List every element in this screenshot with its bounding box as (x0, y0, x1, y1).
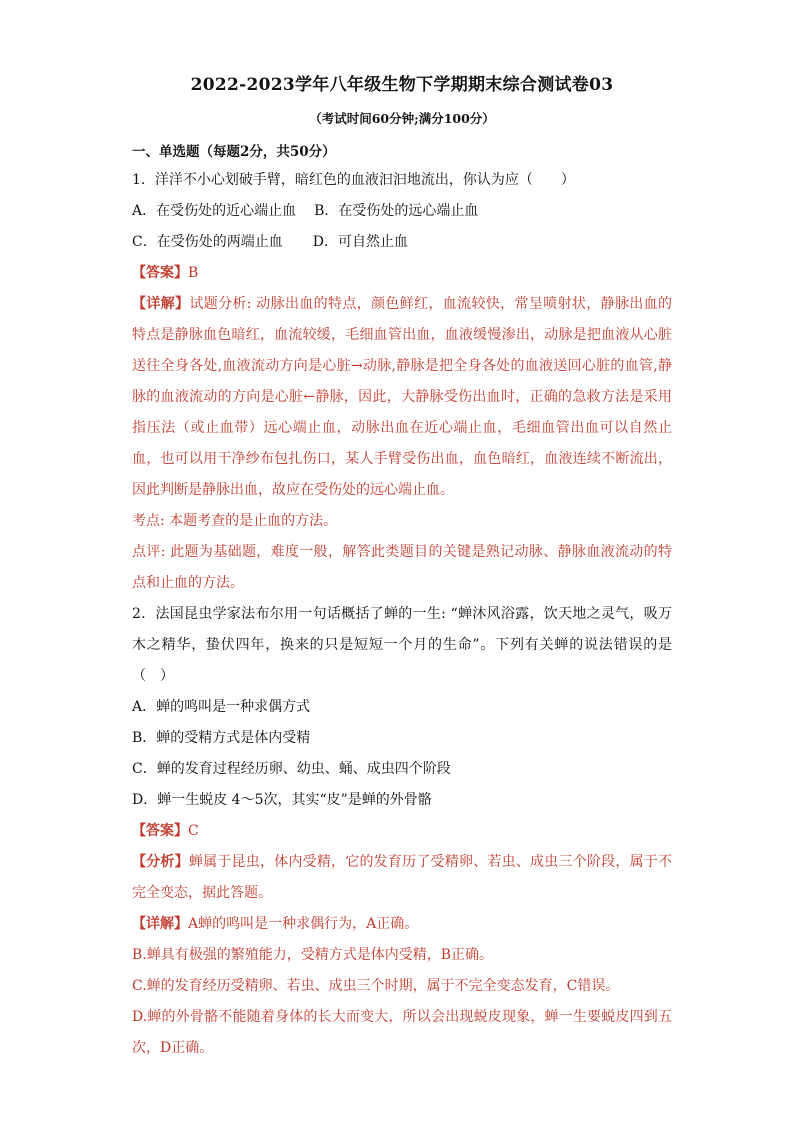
answer-tag: 【答案】 (132, 265, 188, 281)
page-title: 2022-2023学年八年级生物下学期期末综合测试卷03 (190, 75, 614, 95)
option-b: B．在受伤处的远心端止血 (314, 203, 479, 219)
exam-info: （考试时间60分钟;满分100分） (309, 111, 495, 126)
option-a: A．在受伤处的近心端止血 (132, 203, 297, 219)
question-stem: 2．法国昆虫学家法布尔用一句话概括了蝉的一生: “蝉沐风浴露，饮天地之灵气，吸万木之精华，蛰伏四年，换来的只是短短一个月的生命”。下列有关蝉的说法错误的是（ ） (132, 606, 672, 684)
option-row (132, 227, 672, 258)
detail-c: C.蝉的发育经历受精卵、若虫、成虫三个时期，属于不完全变态发育，C错误。 (132, 978, 620, 994)
detail-text: 试题分析: 动脉出血的特点，颜色鲜红，血流较快，常呈喷射状，静脉出血的特点是静脉血色暗红，血流较缓，毛细血管出血，血液缓慢渗出，动脉是把血液从心脏送往全身各处,血液流动方向是心脏→动脉,静脉是把全身各处的血液送回心脏的血管,静脉的血液流动的方向是心脏←静脉，因此，大静脉受伤出血时，正确的急救方法是采用指压法（或止血带）远心端止血，动脉出血在近心端止血，毛细血管出血可以自然止血，也可以用干净纱布包扎伤口，某人手臂受伤出血，血色暗红，血液连续不断流出，因此判断是静脉出血，故应在受伤处的远心端止血。 (132, 296, 672, 498)
exam-page (132, 70, 672, 1064)
question-2 (132, 599, 672, 1064)
question-1 (132, 165, 672, 599)
analysis-paragraph (132, 847, 672, 909)
section-heading: 一、单选题（每题2分，共50分） (132, 144, 336, 160)
option-row (132, 196, 672, 227)
detail-b: B.蝉具有极强的繁殖能力，受精方式是体内受精，B正确。 (132, 947, 494, 963)
option-a: A．蝉的鸣叫是一种求偶方式 (132, 699, 311, 715)
detail-tag: 【详解】 (132, 916, 188, 932)
answer-value: C (188, 823, 199, 839)
option-d: D．蝉一生蜕皮 4～5次，其实“皮”是蝉的外骨骼 (132, 792, 432, 808)
question-stem: 1．洋洋不小心划破手臂，暗红色的血液汩汩地流出，你认为应（ ） (132, 172, 575, 188)
detail-paragraph (132, 909, 672, 940)
analysis-tag: 【分析】 (132, 854, 189, 870)
answer-value: B (188, 265, 199, 281)
answer-tag: 【答案】 (132, 823, 188, 839)
detail-tag: 【详解】 (132, 296, 190, 312)
dianping-note: 点评: 此题为基础题，难度一般，解答此类题目的关键是熟记动脉、静脉血液流动的特点和止血的方法。 (132, 544, 672, 591)
option-b: B．蝉的受精方式是体内受精 (132, 730, 311, 746)
detail-paragraph (132, 289, 672, 506)
option-c: C．在受伤处的两端止血 (132, 234, 283, 250)
kaodian-note: 考点: 本题考查的是止血的方法。 (132, 513, 338, 529)
answer-line (132, 816, 672, 847)
detail-d: D.蝉的外骨骼不能随着身体的长大而变大，所以会出现蜕皮现象，蝉一生要蜕皮四到五次，D正确。 (132, 1009, 672, 1056)
detail-a: A蝉的鸣叫是一种求偶行为，A正确。 (188, 916, 419, 932)
option-d: D．可自然止血 (312, 234, 408, 250)
option-c: C．蝉的发育过程经历卵、幼虫、蛹、成虫四个阶段 (132, 761, 451, 777)
answer-line (132, 258, 672, 289)
analysis-text: 蝉属于昆虫，体内受精，它的发育历了受精卵、若虫、成虫三个阶段，属于不完全变态，据此答题。 (132, 854, 673, 901)
